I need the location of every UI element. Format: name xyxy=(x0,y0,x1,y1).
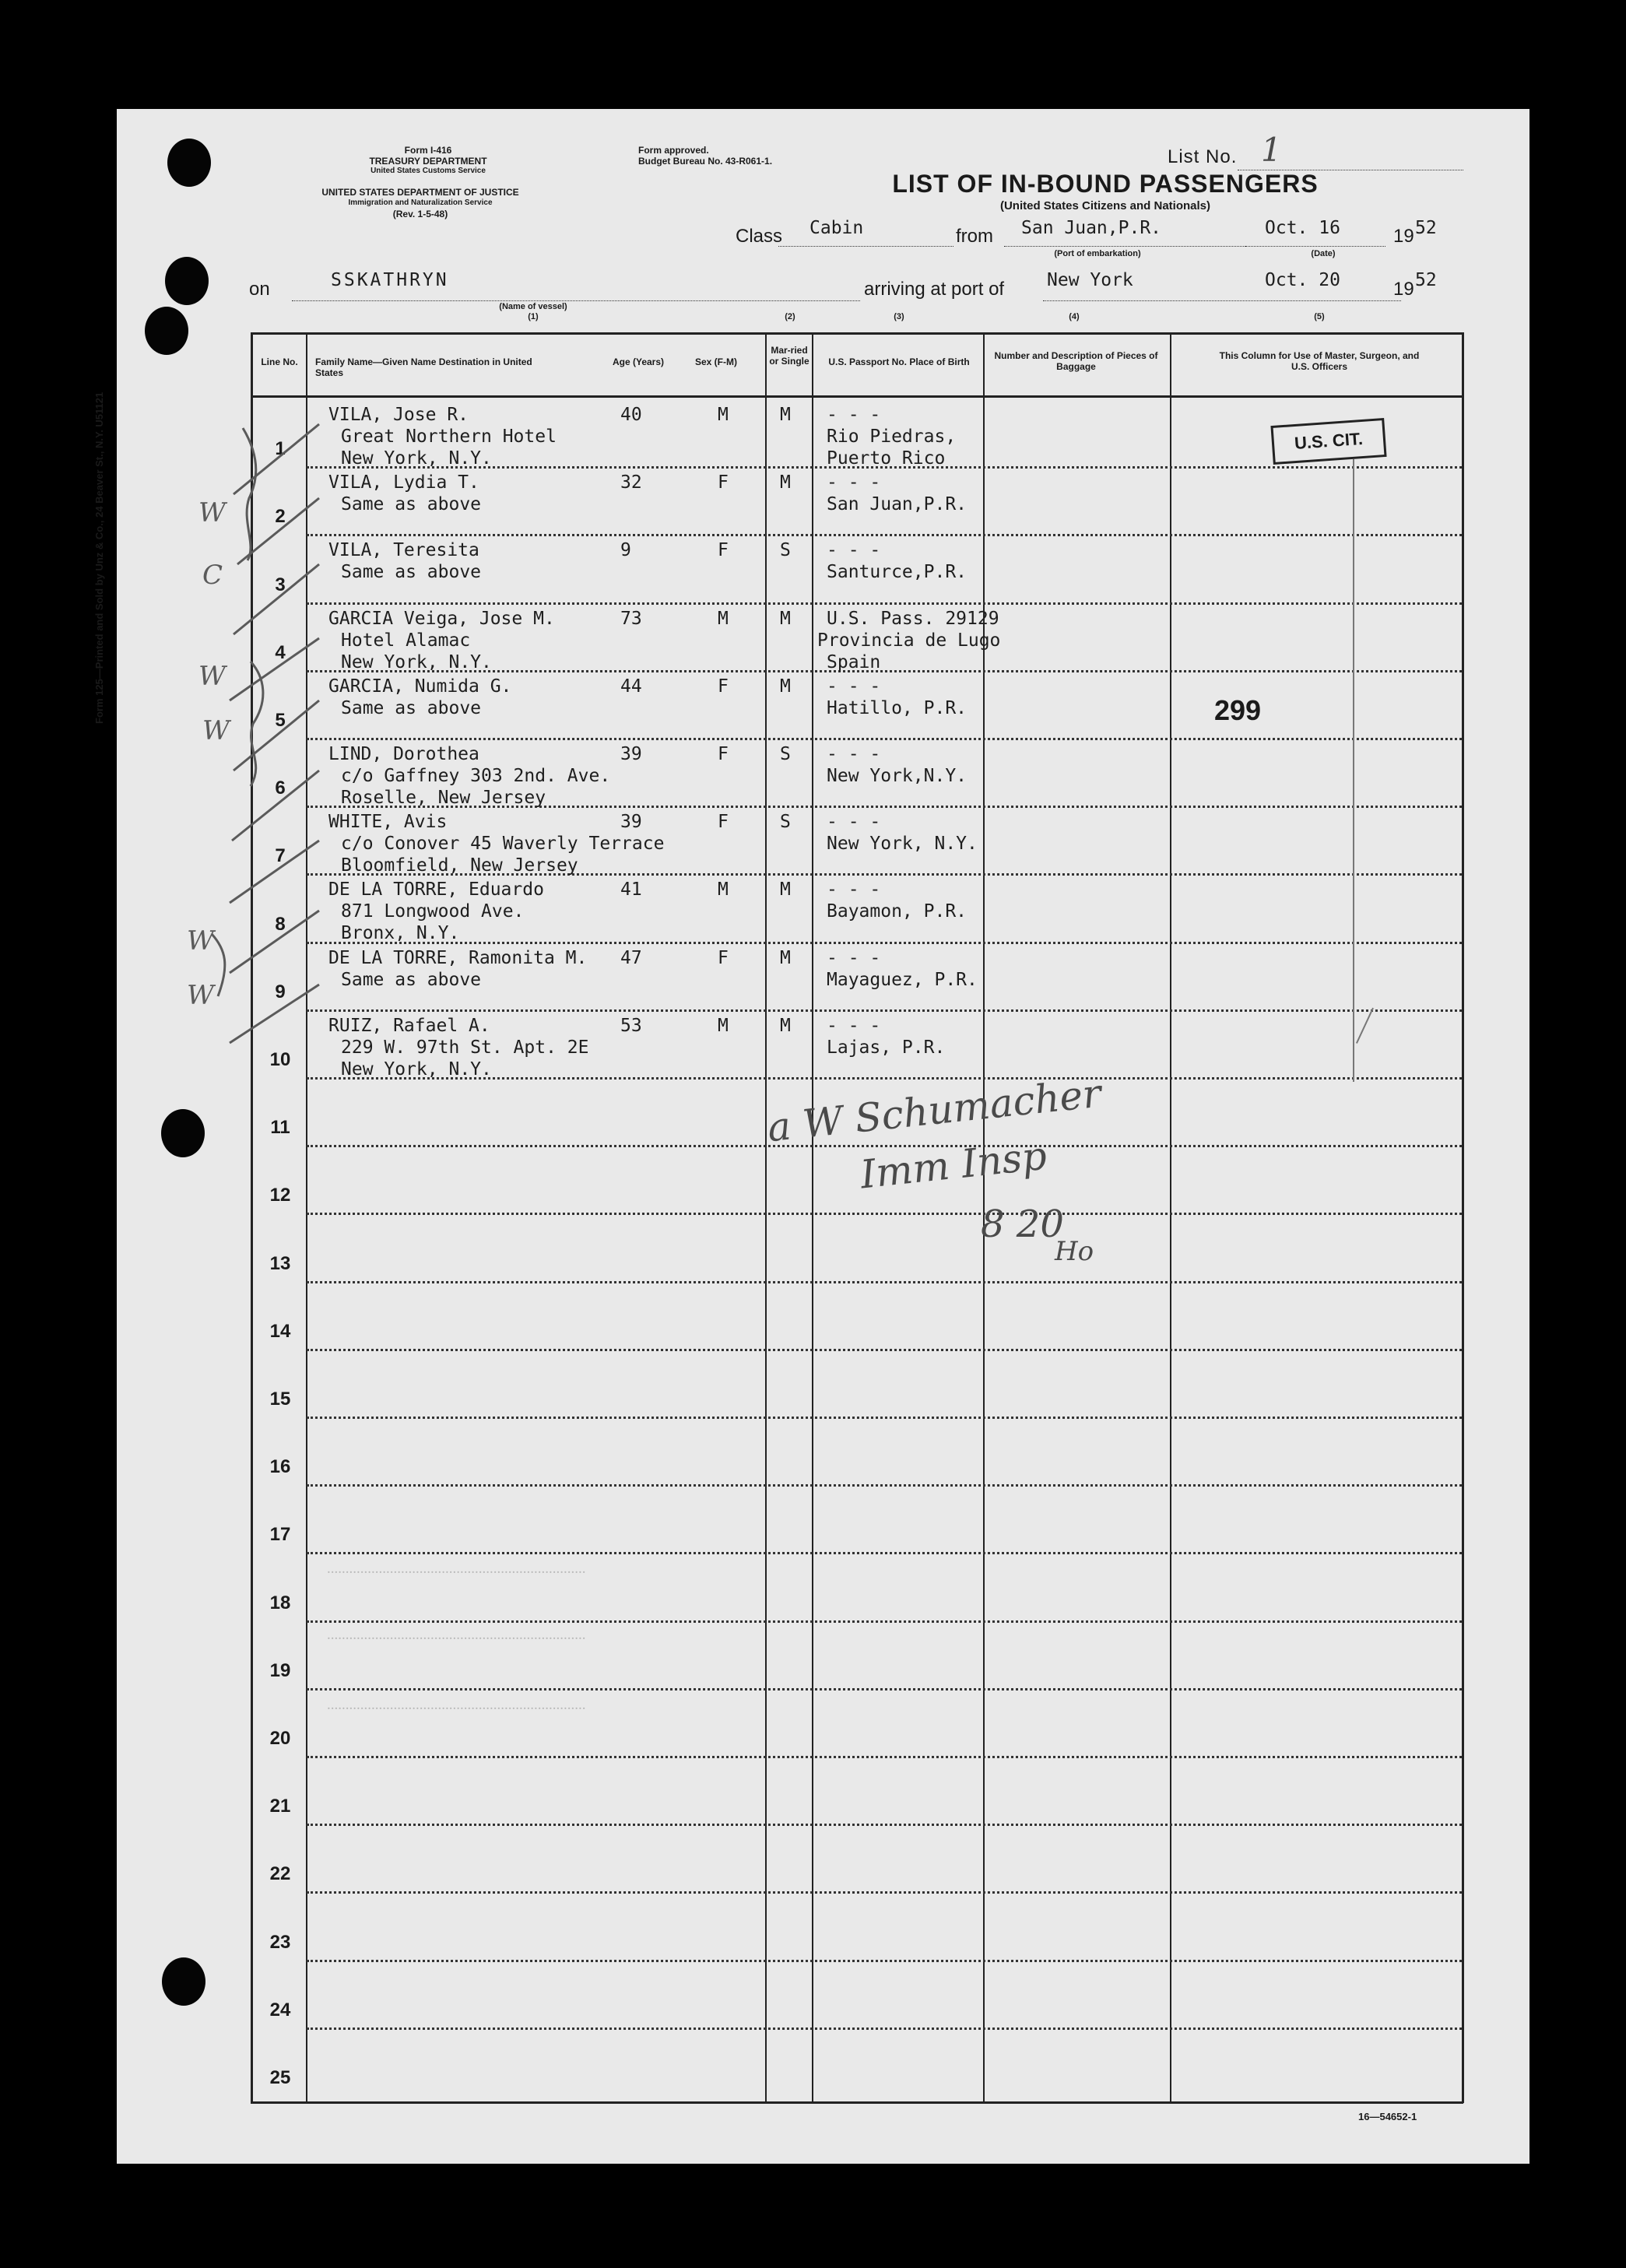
line-number: 7 xyxy=(275,845,286,867)
row-divider xyxy=(307,1960,1462,1962)
passenger-name: VILA, Lydia T. xyxy=(328,472,479,493)
officer-number: 299 xyxy=(1214,694,1262,726)
place-of-birth: Provincia de Lugo xyxy=(817,630,1001,651)
passport-number: U.S. Pass. 29129 xyxy=(827,608,999,629)
passenger-sex: F xyxy=(718,744,729,764)
passenger-age: 40 xyxy=(620,405,642,425)
col-divider xyxy=(765,332,767,2103)
class-label: Class xyxy=(736,226,783,247)
line-number: 14 xyxy=(269,1320,291,1342)
ditto-marks: - - - xyxy=(827,879,881,901)
passenger-destination: New York, N.Y. xyxy=(341,448,492,469)
place-of-birth: Bayamon, P.R. xyxy=(827,901,968,922)
passenger-sex: F xyxy=(718,676,729,697)
row-divider xyxy=(307,1009,1462,1012)
place-of-birth: Lajas, P.R. xyxy=(827,1037,946,1058)
passenger-name: LIND, Dorothea xyxy=(328,744,479,764)
date-line xyxy=(1245,246,1385,247)
col-header-name: Family Name—Given Name Destination in United States xyxy=(315,356,532,378)
col-header-passport: U.S. Passport No. Place of Birth xyxy=(828,356,970,367)
year-prefix-2: 19 xyxy=(1393,279,1414,300)
from-label: from xyxy=(956,226,993,247)
ditto-marks: - - - xyxy=(827,947,881,968)
line-number: 17 xyxy=(269,1524,291,1546)
vessel-note: (Name of vessel) xyxy=(499,302,567,311)
passenger-destination: Bloomfield, New Jersey xyxy=(341,855,578,876)
passenger-destination: Same as above xyxy=(341,494,482,515)
row-divider xyxy=(307,1620,1462,1623)
passenger-age: 9 xyxy=(620,540,631,561)
passenger-marital-status: S xyxy=(780,812,791,833)
justice-dept: UNITED STATES DEPARTMENT OF JUSTICE xyxy=(321,187,519,198)
place-of-birth: New York,N.Y. xyxy=(827,766,968,786)
passenger-name: RUIZ, Rafael A. xyxy=(328,1015,490,1036)
class-value: Cabin xyxy=(809,218,864,238)
passenger-destination: 871 Longwood Ave. xyxy=(341,901,525,922)
passenger-age: 32 xyxy=(620,472,642,493)
row-divider xyxy=(307,1145,1462,1147)
passenger-destination: Roselle, New Jersey xyxy=(341,788,546,808)
passenger-sex: M xyxy=(718,879,729,901)
class-line xyxy=(778,246,953,247)
row-divider xyxy=(307,2028,1462,2030)
passenger-age: 47 xyxy=(620,947,642,968)
col-num-2: (2) xyxy=(785,312,795,321)
ditto-marks: - - - xyxy=(827,676,881,697)
passenger-marital-status: M xyxy=(780,472,791,493)
col-header-officers: This Column for Use of Master, Surgeon, and U.S. Officers xyxy=(1219,350,1420,372)
ins: Immigration and Naturalization Service xyxy=(348,198,493,207)
passenger-marital-status: S xyxy=(780,540,791,561)
passenger-marital-status: M xyxy=(780,947,791,968)
col-header-sex: Sex (F-M) xyxy=(695,356,737,367)
passenger-destination: Same as above xyxy=(341,697,482,718)
port-embarkation-note: (Port of embarkation) xyxy=(1054,249,1141,258)
passenger-destination: Same as above xyxy=(341,969,482,990)
row-divider xyxy=(307,602,1462,605)
passenger-destination: Same as above xyxy=(341,562,482,583)
passenger-age: 41 xyxy=(620,879,642,901)
year-from: 52 xyxy=(1415,218,1437,238)
passenger-age: 73 xyxy=(620,608,642,629)
col-num-4: (4) xyxy=(1069,312,1080,321)
passenger-destination: New York, N.Y. xyxy=(341,651,492,672)
line-number: 18 xyxy=(269,1592,291,1613)
row-divider xyxy=(307,1484,1462,1487)
margin-mark: W xyxy=(198,497,226,528)
table-bottom-border xyxy=(251,2101,1463,2104)
line-number: 6 xyxy=(275,778,286,799)
passenger-sex: M xyxy=(718,608,729,629)
bleed-through-text: ...................................................................... xyxy=(327,1561,586,1577)
line-number: 10 xyxy=(269,1049,291,1070)
passenger-name: WHITE, Avis xyxy=(328,812,448,833)
place-of-birth: Spain xyxy=(827,651,881,672)
line-number: 3 xyxy=(275,574,286,595)
line-number: 4 xyxy=(275,641,286,663)
punch-hole xyxy=(161,1109,205,1157)
row-divider xyxy=(307,1213,1462,1215)
passenger-name: DE LA TORRE, Eduardo xyxy=(328,879,544,901)
passenger-marital-status: M xyxy=(780,608,791,629)
line-number: 20 xyxy=(269,1728,291,1749)
line-number: 19 xyxy=(269,1659,291,1681)
col-divider xyxy=(1170,332,1171,2103)
place-of-birth: Hatillo, P.R. xyxy=(827,697,968,718)
page-subtitle: (United States Citizens and Nationals) xyxy=(999,199,1211,212)
margin-mark: W xyxy=(187,980,214,1011)
punch-hole xyxy=(162,1957,205,2006)
passenger-marital-status: M xyxy=(780,879,791,901)
col-header-baggage: Number and Description of Pieces of Baggage xyxy=(994,350,1158,372)
table-right-border xyxy=(1462,332,1464,2103)
ditto-marks: - - - xyxy=(827,540,881,561)
passenger-destination: Bronx, N.Y. xyxy=(341,923,460,944)
line-number: 24 xyxy=(269,1999,291,2020)
ditto-marks: - - - xyxy=(827,1015,881,1036)
passenger-sex: F xyxy=(718,947,729,968)
page-title: LIST OF IN-BOUND PASSENGERS xyxy=(892,170,1319,198)
passenger-name: VILA, Teresita xyxy=(328,540,479,561)
from-line xyxy=(1004,246,1245,247)
arrival-port: New York xyxy=(1047,270,1133,290)
treasury-dept: TREASURY DEPARTMENT xyxy=(369,156,487,167)
line-number: 15 xyxy=(269,1389,291,1410)
row-divider xyxy=(307,1417,1462,1419)
passenger-marital-status: M xyxy=(780,405,791,425)
revision: (Rev. 1-5-48) xyxy=(392,209,448,219)
line-number: 9 xyxy=(275,981,286,1002)
form-number: Form I-416 xyxy=(404,145,452,156)
date-note: (Date) xyxy=(1311,249,1336,258)
place-of-birth: San Juan,P.R. xyxy=(827,494,968,515)
line-number: 16 xyxy=(269,1456,291,1478)
inspector-signature: a W Schumacher xyxy=(765,1070,1104,1151)
passenger-age: 44 xyxy=(620,676,642,697)
list-no-label: List No. xyxy=(1168,146,1238,167)
inspector-title: Imm Insp xyxy=(858,1132,1049,1198)
place-of-birth: Mayaguez, P.R. xyxy=(827,969,978,990)
row-divider xyxy=(307,738,1462,740)
ditto-marks: - - - xyxy=(827,744,881,764)
row-divider xyxy=(307,1552,1462,1554)
table-header-border xyxy=(251,395,1463,398)
passenger-sex: F xyxy=(718,472,729,493)
place-of-birth: Santurce,P.R. xyxy=(827,562,968,583)
passenger-marital-status: M xyxy=(780,1015,791,1036)
passenger-sex: F xyxy=(718,812,729,833)
line-number: 1 xyxy=(275,438,286,460)
list-no-value: 1 xyxy=(1261,131,1282,169)
passenger-destination: c/o Conover 45 Waverly Terrace xyxy=(341,834,665,855)
vessel-line xyxy=(292,300,860,301)
col-header-married: Mar-ried or Single xyxy=(769,345,809,367)
line-number: 23 xyxy=(269,1931,291,1953)
arriving-label: arriving at port of xyxy=(864,279,1005,300)
line-number: 5 xyxy=(275,710,286,731)
customs-service: United States Customs Service xyxy=(371,167,486,175)
from-value: San Juan,P.R. xyxy=(1021,218,1162,238)
line-number: 21 xyxy=(269,1796,291,1817)
col-num-5: (5) xyxy=(1314,312,1325,321)
place-of-birth: New York, N.Y. xyxy=(827,834,978,855)
punch-hole xyxy=(145,307,188,355)
margin-pencil-marks xyxy=(156,405,358,1105)
ditto-marks: - - - xyxy=(827,812,881,833)
date-arrival: Oct. 20 xyxy=(1265,270,1340,290)
bleed-through-text: ...................................................................... xyxy=(327,1697,586,1713)
passenger-sex: M xyxy=(718,1015,729,1036)
passenger-age: 39 xyxy=(620,744,642,764)
margin-mark: W xyxy=(198,661,226,692)
place-of-birth: Rio Piedras, xyxy=(827,427,957,447)
passenger-name: DE LA TORRE, Ramonita M. xyxy=(328,947,588,968)
signature-number: 8 20 xyxy=(981,1202,1064,1246)
margin-mark: W xyxy=(187,925,214,957)
side-print: Form 125—Printed and Sold by Unz & Co., 24 Beaver St., N.Y. U51121 xyxy=(93,391,105,724)
col-divider xyxy=(812,332,813,2103)
passenger-destination: 229 W. 97th St. Apt. 2E xyxy=(341,1037,589,1058)
margin-mark: C xyxy=(202,560,223,591)
col-num-3: (3) xyxy=(894,312,904,321)
passenger-sex: M xyxy=(718,405,729,425)
row-divider xyxy=(307,942,1462,944)
ditto-marks: - - - xyxy=(827,405,881,425)
us-citizen-stamp: U.S. CIT. xyxy=(1270,418,1386,465)
row-divider xyxy=(307,1688,1462,1690)
row-divider xyxy=(307,534,1462,536)
table-top-border xyxy=(251,332,1463,335)
bleed-through-text: ...................................................................... xyxy=(327,1627,586,1643)
passenger-destination: New York, N.Y. xyxy=(341,1059,492,1080)
signature-suffix: Ho xyxy=(1055,1236,1094,1267)
punch-hole xyxy=(165,257,209,305)
row-divider xyxy=(307,1891,1462,1894)
officer-check-line xyxy=(1353,459,1354,1082)
passenger-destination: c/o Gaffney 303 2nd. Ave. xyxy=(341,766,611,786)
place-of-birth: Puerto Rico xyxy=(827,448,946,469)
year-arrival: 52 xyxy=(1415,270,1437,290)
row-divider xyxy=(307,1349,1462,1351)
col-num-1: (1) xyxy=(528,312,539,321)
margin-mark: W xyxy=(202,715,230,746)
col-header-age: Age (Years) xyxy=(612,356,665,367)
arrival-line xyxy=(1043,300,1401,301)
line-number: 22 xyxy=(269,1863,291,1885)
line-number: 11 xyxy=(270,1117,290,1139)
punch-hole xyxy=(167,139,211,187)
passenger-name: GARCIA, Numida G. xyxy=(328,676,512,697)
passenger-age: 53 xyxy=(620,1015,642,1036)
col-header-line-no: Line No. xyxy=(261,356,298,367)
row-divider xyxy=(307,1281,1462,1283)
passenger-marital-status: M xyxy=(780,676,791,697)
row-divider xyxy=(307,1756,1462,1758)
footer-code: 16—54652-1 xyxy=(1358,2111,1417,2122)
line-number: 13 xyxy=(269,1252,291,1274)
line-number: 2 xyxy=(275,506,286,528)
passenger-age: 39 xyxy=(620,812,642,833)
line-number: 12 xyxy=(269,1185,291,1206)
passenger-name: GARCIA Veiga, Jose M. xyxy=(328,608,555,629)
row-divider xyxy=(307,1824,1462,1826)
vessel-name: SSKATHRYN xyxy=(331,270,449,290)
ditto-marks: - - - xyxy=(827,472,881,493)
year-prefix: 19 xyxy=(1393,226,1414,247)
line-number: 8 xyxy=(275,913,286,935)
form-approved: Form approved. xyxy=(638,145,709,156)
on-label: on xyxy=(249,279,270,300)
budget-bureau: Budget Bureau No. 43-R061-1. xyxy=(638,156,773,167)
passenger-name: VILA, Jose R. xyxy=(328,405,469,425)
passenger-marital-status: S xyxy=(780,744,791,764)
line-number: 25 xyxy=(269,2067,291,2088)
passenger-destination: Hotel Alamac xyxy=(341,630,471,651)
passenger-sex: F xyxy=(718,540,729,561)
passenger-destination: Great Northern Hotel xyxy=(341,427,557,447)
date-from: Oct. 16 xyxy=(1265,218,1340,238)
